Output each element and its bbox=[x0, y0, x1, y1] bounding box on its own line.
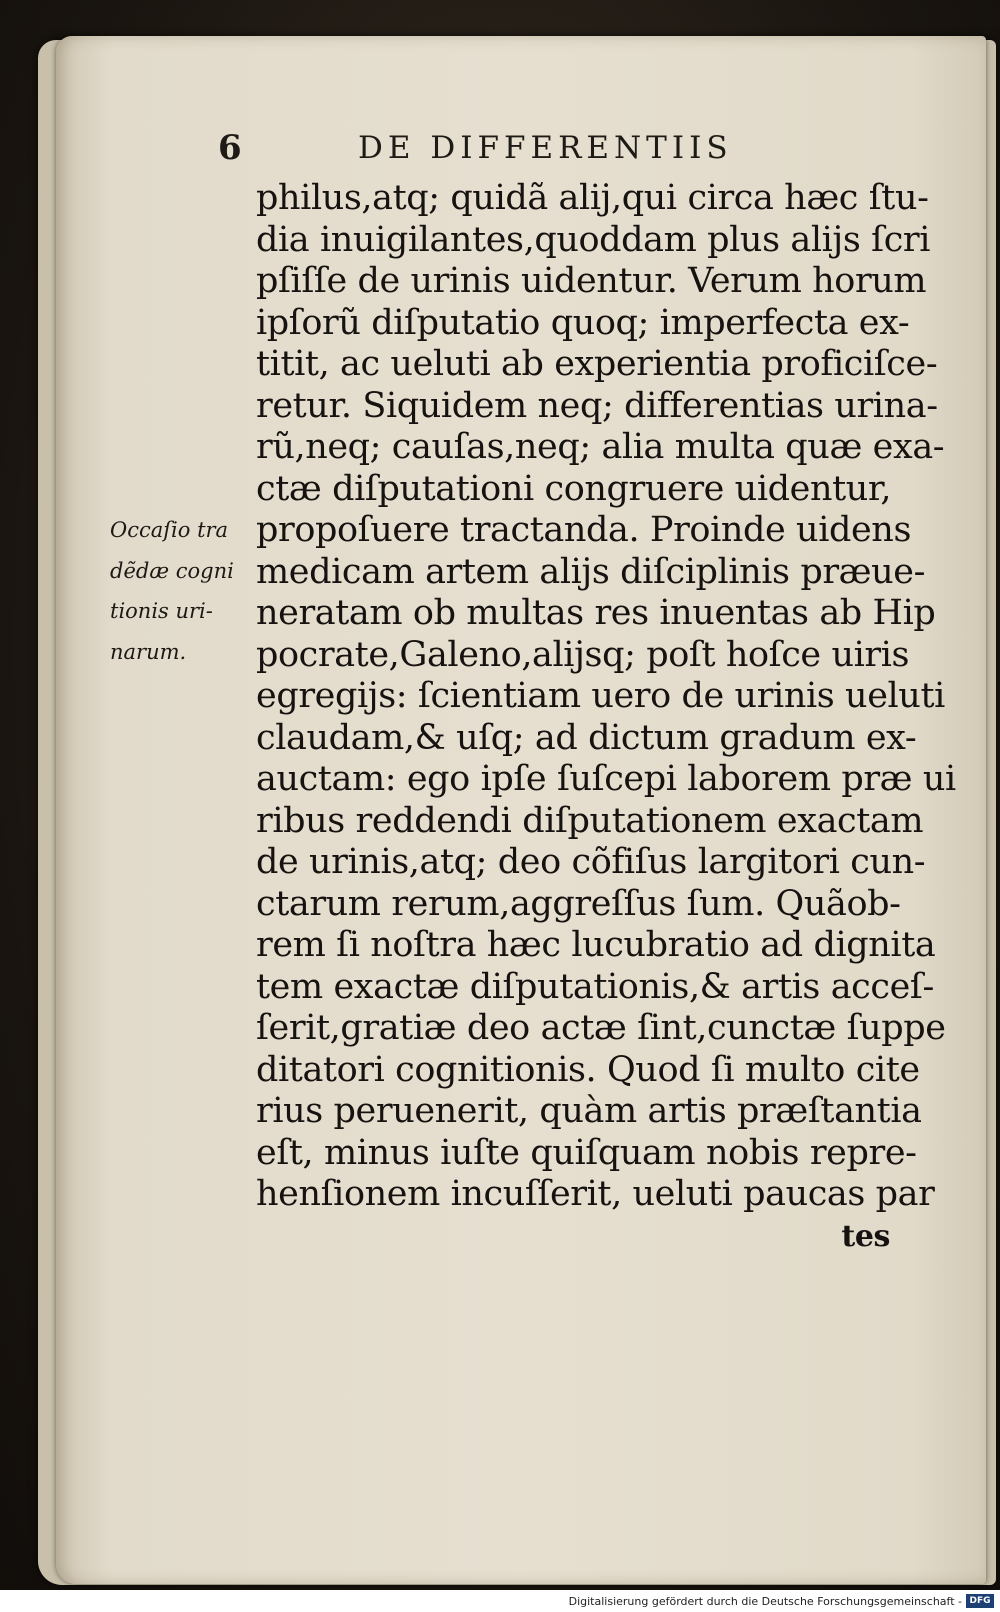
text-line: titit, ac ueluti ab experientia proficiſce- bbox=[256, 344, 938, 384]
text-line: ipſorũ diſputatio quoq; imperfecta ex- bbox=[256, 302, 910, 343]
text-line: dia inuigilantes,quoddam plus alijs ſcri bbox=[256, 219, 931, 260]
marginal-note-line: tionis uri- bbox=[110, 599, 213, 623]
text-line: ctarum rerum,aggreſſus ſum. Quãob- bbox=[256, 883, 901, 924]
marginal-note-line: Occaſio tra bbox=[110, 518, 229, 542]
text-line: ctæ diſputationi congruere uidentur, bbox=[256, 468, 892, 509]
text-line: medicam artem alijs diſciplinis præue- bbox=[256, 551, 926, 592]
text-line: rem ſi noſtra hæc lucubratio ad dignita bbox=[256, 925, 936, 965]
text-line: tem exactæ diſputationis,& artis acceſ- bbox=[256, 966, 934, 1007]
marginal-note bbox=[110, 510, 260, 672]
text-line: egregijs: ſcientiam uero de urinis ueluti bbox=[256, 676, 945, 716]
text-line: ditatori cognitionis. Quod ſi multo cite bbox=[256, 1049, 920, 1090]
text-line: henſionem incuſſerit, ueluti paucas par bbox=[256, 1174, 935, 1214]
text-line: pſiſſe de urinis uidentur. Verum horum bbox=[256, 261, 927, 301]
page-header bbox=[218, 128, 818, 168]
text-line: claudam,& uſq; ad dictum gradum ex- bbox=[256, 717, 917, 758]
marginal-note-line: dẽdæ cogni bbox=[110, 558, 234, 583]
text-line: ribus reddendi diſputationem exactam bbox=[256, 800, 924, 841]
text-line: ſerit,gratiæ deo actæ ſint,cunctæ ſuppe bbox=[256, 1008, 946, 1048]
text-line: philus,atq; quidã alij,qui circa hæc ſtu- bbox=[256, 178, 929, 218]
body-text bbox=[256, 178, 956, 1257]
text-line: de urinis,atq; deo cõfiſus largitori cun- bbox=[256, 842, 926, 882]
text-line: rũ,neq; cauſas,neq; alia multa quæ exa- bbox=[256, 427, 945, 467]
text-line: pocrate,Galeno,alijsq; poſt hoſce uiris bbox=[256, 634, 910, 675]
text-line: rius peruenerit, quàm artis præſtantia bbox=[256, 1091, 922, 1131]
footer-strip bbox=[0, 1590, 1000, 1612]
text-line: auctam: ego ipſe ſuſcepi laborem præ ui bbox=[256, 759, 956, 799]
page-number: 6 bbox=[218, 128, 242, 168]
catchword: tes bbox=[841, 1218, 890, 1254]
marginal-note-line: narum. bbox=[110, 639, 187, 664]
text-line: propoſuere tractanda. Proinde uidens bbox=[256, 510, 912, 550]
text-line: neratam ob multas res inuentas ab Hip bbox=[256, 593, 936, 633]
text-line: retur. Siquidem neq; differentias urina- bbox=[256, 385, 938, 426]
text-line: eſt, minus iuſte quiſquam nobis repre- bbox=[256, 1132, 917, 1173]
running-title: DE DIFFERENTIIS bbox=[358, 130, 733, 166]
dfg-logo: DFG bbox=[966, 1594, 994, 1608]
funding-credit: Digitalisierung gefördert durch die Deutsche Forschungsgemeinschaft - bbox=[568, 1595, 962, 1608]
